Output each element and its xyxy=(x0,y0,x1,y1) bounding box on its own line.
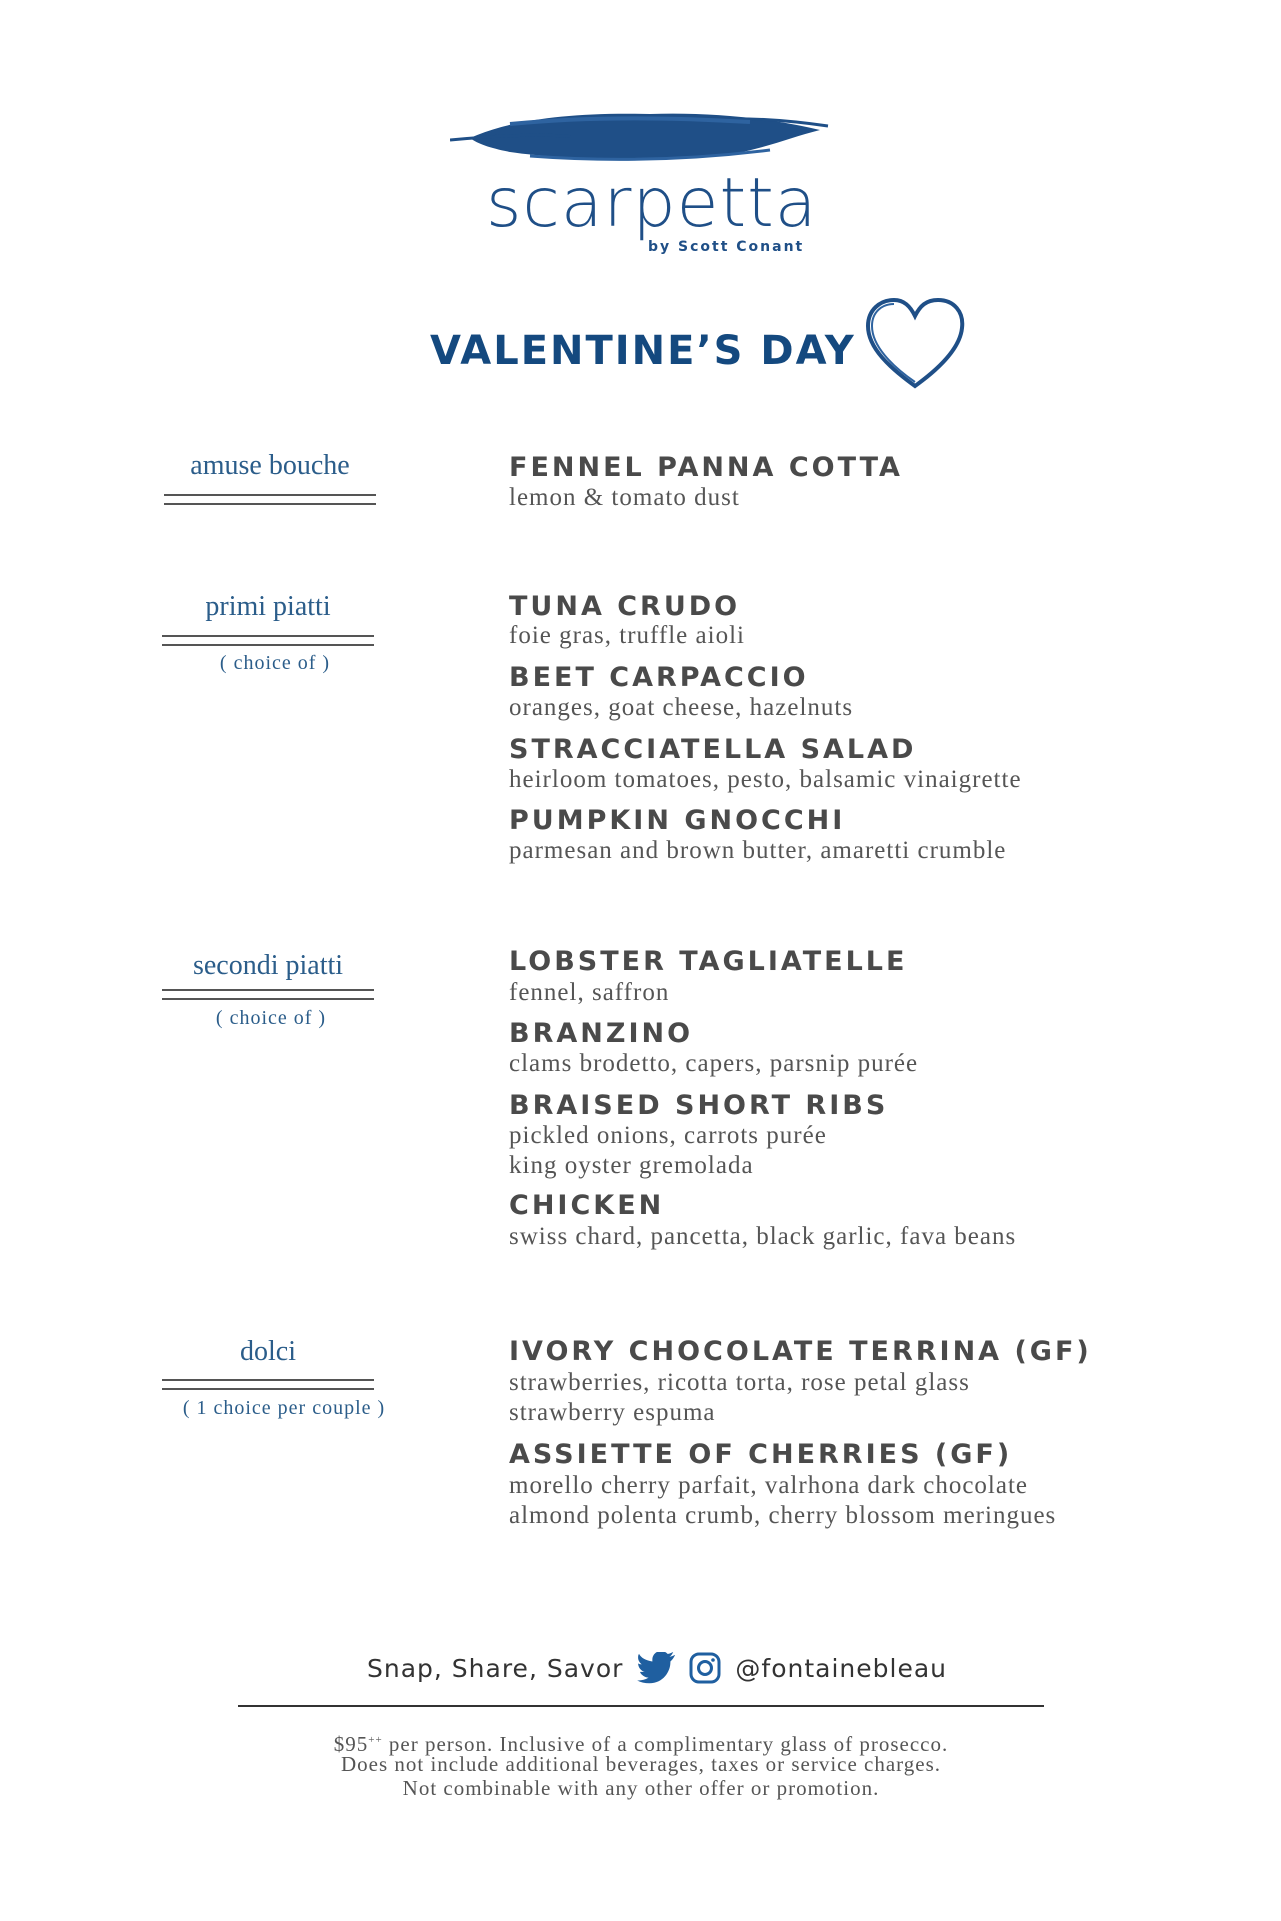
section-note: ( choice of ) xyxy=(219,652,331,674)
dish-name: TUNA CRUDO xyxy=(509,591,741,622)
section-rule xyxy=(162,1379,374,1390)
logo-wordmark: scarpetta xyxy=(486,164,818,243)
dish-name: PUMPKIN GNOCCHI xyxy=(509,805,846,836)
dish-desc: pickled onions, carrots purée xyxy=(509,1122,827,1149)
dish-desc: foie gras, truffle aioli xyxy=(509,622,745,649)
section-rule xyxy=(164,494,376,505)
section-label-amuse: amuse bouche xyxy=(190,450,350,481)
tagline: Snap, Share, Savor xyxy=(367,1653,624,1683)
price-mark: ++ xyxy=(368,1734,383,1746)
twitter-icon[interactable] xyxy=(637,1652,675,1684)
dish-desc: lemon & tomato dust xyxy=(509,484,740,511)
dish-desc: king oyster gremolada xyxy=(509,1152,754,1179)
dish-name: IVORY CHOCOLATE TERRINA (GF) xyxy=(509,1336,1092,1367)
section-label-dolci: dolci xyxy=(240,1336,296,1367)
page-title: VALENTINE’S DAY xyxy=(430,328,856,374)
dish-desc: parmesan and brown butter, amaretti crumble xyxy=(509,837,1007,864)
dish-desc: almond polenta crumb, cherry blossom meringues xyxy=(509,1502,1057,1529)
social-row xyxy=(367,1648,947,1688)
scarpetta-logo xyxy=(450,100,830,270)
price: $95 xyxy=(333,1732,369,1756)
instagram-icon[interactable] xyxy=(689,1652,721,1684)
fine-print-line-2: Does not include additional beverages, taxes or service charges. xyxy=(340,1752,942,1776)
dish-name: BRANZINO xyxy=(509,1018,694,1049)
dish-desc: swiss chard, pancetta, black garlic, fava beans xyxy=(509,1223,1017,1250)
section-rule xyxy=(162,635,374,646)
dish-name: STRACCIATELLA SALAD xyxy=(509,734,917,765)
section-note: ( choice of ) xyxy=(215,1007,327,1029)
dish-name: CHICKEN xyxy=(509,1190,665,1221)
dish-name: LOBSTER TAGLIATELLE xyxy=(509,946,908,977)
dish-desc: morello cherry parfait, valrhona dark chocolate xyxy=(509,1472,1028,1499)
dish-desc: heirloom tomatoes, pesto, balsamic vinaigrette xyxy=(509,766,1022,793)
brush-stroke-icon xyxy=(450,100,830,170)
section-rule xyxy=(162,989,374,1000)
section-label-primi: primi piatti xyxy=(205,591,331,622)
section-label-secondi: secondi piatti xyxy=(192,950,344,981)
logo-byline: by Scott Conant xyxy=(648,239,805,255)
heart-icon xyxy=(860,290,970,400)
social-handle[interactable]: @fontainebleau xyxy=(735,1653,948,1683)
dish-desc: clams brodetto, capers, parsnip purée xyxy=(509,1050,919,1077)
dish-name: ASSIETTE OF CHERRIES (GF) xyxy=(509,1439,1013,1470)
dish-name: FENNEL PANNA COTTA xyxy=(509,452,903,483)
dish-desc: oranges, goat cheese, hazelnuts xyxy=(509,694,854,721)
section-note: ( 1 choice per couple ) xyxy=(182,1397,386,1419)
dish-desc: strawberries, ricotta torta, rose petal glass xyxy=(509,1369,970,1396)
fine-print-line-3: Not combinable with any other offer or promotion. xyxy=(402,1776,880,1800)
dish-desc: fennel, saffron xyxy=(509,979,670,1006)
dish-name: BRAISED SHORT RIBS xyxy=(509,1090,889,1121)
fine-print-rest: per person. Inclusive of a complimentary glass of prosecco. xyxy=(382,1732,949,1756)
footer-divider xyxy=(238,1705,1044,1707)
dish-name: BEET CARPACCIO xyxy=(509,662,809,693)
dish-desc: strawberry espuma xyxy=(509,1399,716,1426)
